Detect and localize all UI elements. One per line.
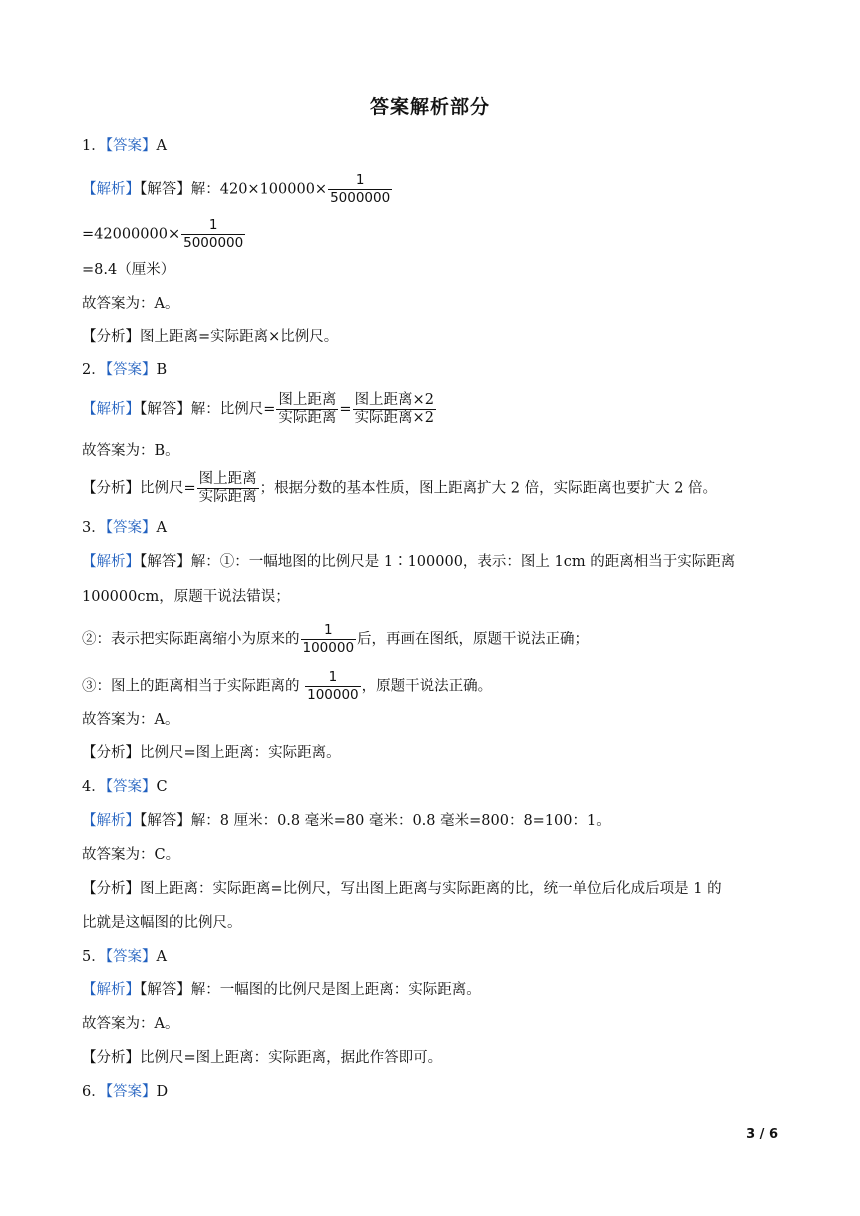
q2-analysis-fraction: $\frac{\text{图上距离}}{\text{实际距离}}$ xyxy=(198,471,257,505)
q5-solution: 【解析】【解答】解：一幅图的比例尺是图上距离：实际距离。 xyxy=(82,982,481,998)
q2-answer: B xyxy=(156,362,168,378)
q5-analysis: 【分析】比例尺=图上距离：实际距离，据此作答即可。 xyxy=(82,1050,443,1066)
q4-analysis-line1: 【分析】图上距离：实际距离=比例尺，写出图上距离与实际距离的比，统一单位后化成后项是 1 的 xyxy=(82,881,722,897)
q2-analysis: 【分析】比例尺= $\frac{\text{图上距离}}{\text{实际距离}}$ ；根据分数的基本性质，图上距离扩大 2 倍，实际距离也要扩大 2 倍。 xyxy=(82,471,718,505)
q1-jieda: 【解答】解：420×100000× xyxy=(140,181,328,198)
q4-answer: C xyxy=(156,779,168,795)
q2-conclusion: 故答案为：B。 xyxy=(82,443,180,459)
q5-answer: A xyxy=(156,949,167,965)
page-number: 3 / 6 xyxy=(746,1127,778,1142)
q3-solution-line4: ③：图上的距离相当于实际距离的 $\frac{1}{100000}$ ，原题干说法正确。 xyxy=(82,669,493,703)
q3-answer-tag: 【答案】 xyxy=(105,520,157,536)
q3-analysis: 【分析】比例尺=图上距离：实际距离。 xyxy=(82,745,341,761)
q2-solution: 【解析】【解答】解：比例尺= $\frac{\text{图上距离}}{\text{实际距离}}$ = $\frac{\text{图上距离×2}}{\text{实际距离×2}}$ xyxy=(82,392,434,426)
q1-fraction-1: $\frac{1}{5000000}$ xyxy=(330,172,391,206)
page-title: 答案解析部分 xyxy=(369,96,490,118)
q6-answer-tag: 【答案】 xyxy=(105,1084,157,1100)
q1-jiexi-tag: 【解析】 xyxy=(82,181,140,198)
q1-analysis: 【分析】图上距离=实际距离×比例尺。 xyxy=(82,329,339,345)
q1-answer: A xyxy=(156,138,167,154)
q1-fraction-2: $\frac{1}{5000000}$ xyxy=(183,217,244,251)
q4-answer-line: 4．【答案】C xyxy=(82,779,168,795)
q6-answer-line: 6．【答案】D xyxy=(82,1084,169,1100)
q1-solution-line2: =42000000× $\frac{1}{5000000}$ xyxy=(82,217,244,251)
q1-solution-line1 xyxy=(82,172,393,207)
q5-conclusion: 故答案为：A。 xyxy=(82,1016,180,1032)
q2-answer-line: 2．【答案】B xyxy=(82,362,168,378)
q3-solution-line3: ②：表示把实际距离缩小为原来的 $\frac{1}{100000}$ 后，再画在图纸，原题干说法正确； xyxy=(82,622,590,656)
q2-fraction-b: $\frac{\text{图上距离×2}}{\text{实际距离×2}}$ xyxy=(354,392,434,426)
q3-answer-line: 3．【答案】A xyxy=(82,520,167,536)
q1-number: 1． xyxy=(82,138,106,154)
q2-answer-tag: 【答案】 xyxy=(105,362,157,378)
q3-solution-line1: 【解析】【解答】解：①：一幅地图的比例尺是 1∶100000，表示：图上 1cm 的距离相当于实际距离 xyxy=(82,554,736,570)
q4-analysis-line2: 比就是这幅图的比例尺。 xyxy=(82,915,242,931)
q5-answer-tag: 【答案】 xyxy=(105,949,157,965)
q3-solution-line2: 100000cm，原题干说法错误； xyxy=(82,589,290,605)
q3-fraction-1: $\frac{1}{100000}$ xyxy=(302,622,355,656)
q5-answer-line: 5．【答案】A xyxy=(82,949,167,965)
q1-answer-tag: 【答案】 xyxy=(105,138,157,154)
q1-solution-line3: =8.4（厘米） xyxy=(82,262,176,278)
q1-conclusion: 故答案为：A。 xyxy=(82,296,180,312)
q3-conclusion: 故答案为：A。 xyxy=(82,712,180,728)
q1-answer-line xyxy=(82,136,167,156)
q4-answer-tag: 【答案】 xyxy=(105,779,157,795)
q6-answer: D xyxy=(156,1084,169,1100)
q3-answer: A xyxy=(156,520,167,536)
q4-solution: 【解析】【解答】解：8 厘米：0.8 毫米=80 毫米：0.8 毫米=800：8=100：1。 xyxy=(82,813,611,829)
q2-fraction-a: $\frac{\text{图上距离}}{\text{实际距离}}$ xyxy=(278,392,337,426)
q3-fraction-2: $\frac{1}{100000}$ xyxy=(307,669,359,703)
q4-conclusion: 故答案为：C。 xyxy=(82,847,181,863)
